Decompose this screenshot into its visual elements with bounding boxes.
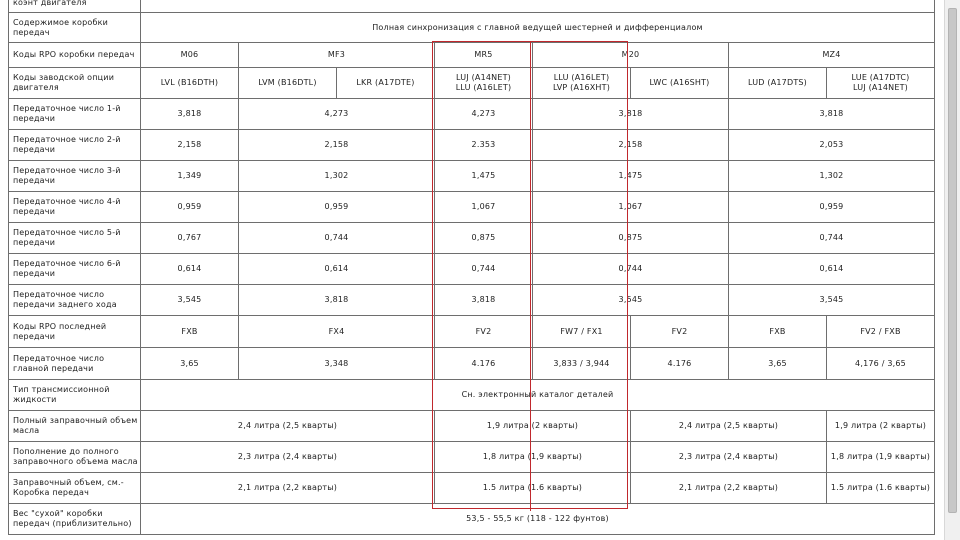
refill-4: 1.5 литра (1.6 кварты) <box>827 473 935 504</box>
engine-top-value <box>141 0 935 13</box>
gear2-m06: 2,158 <box>141 130 239 161</box>
gear5-m06: 0,767 <box>141 223 239 254</box>
gear1-mf3: 4,273 <box>239 99 435 130</box>
rpo-mr5: MR5 <box>435 43 533 68</box>
gear2-mr5: 2.353 <box>435 130 533 161</box>
table-row <box>9 130 935 161</box>
gear4-mz4: 0,959 <box>729 192 935 223</box>
table-row <box>9 380 935 411</box>
final-ratio-6: 3,65 <box>729 348 827 380</box>
engine-code-4: LUJ (A14NET) LLU (A16LET) <box>435 68 533 99</box>
final-ratio-3: 4.176 <box>435 348 533 380</box>
table-row <box>9 348 935 380</box>
dry-weight-value: 53,5 - 55,5 кг (118 - 122 фунтов) <box>141 504 935 535</box>
row-label-gear2: Передаточное число 2-й передачи <box>9 130 141 161</box>
refill-2: 1.5 литра (1.6 кварты) <box>435 473 631 504</box>
full-fill-3: 2,4 литра (2,5 кварты) <box>631 411 827 442</box>
gear2-m20: 2,158 <box>533 130 729 161</box>
row-label-rpo-codes: Коды RPO коробки передач <box>9 43 141 68</box>
table-row <box>9 442 935 473</box>
row-label-contents: Содержимое коробки передач <box>9 13 141 43</box>
final-rpo-6: FXB <box>729 316 827 348</box>
reverse-mr5: 3,818 <box>435 285 533 316</box>
final-rpo-4: FW7 / FX1 <box>533 316 631 348</box>
gear1-m20: 3,818 <box>533 99 729 130</box>
reverse-m20: 3,545 <box>533 285 729 316</box>
engine-code-5: LLU (A16LET) LVP (A16XHT) <box>533 68 631 99</box>
table-row <box>9 13 935 43</box>
gear6-mf3: 0,614 <box>239 254 435 285</box>
table-row <box>9 161 935 192</box>
reverse-m06: 3,545 <box>141 285 239 316</box>
gear6-m06: 0,614 <box>141 254 239 285</box>
top-up-2: 1,8 литра (1,9 кварты) <box>435 442 631 473</box>
gear1-mz4: 3,818 <box>729 99 935 130</box>
rpo-m06: M06 <box>141 43 239 68</box>
final-ratio-4: 3,833 / 3,944 <box>533 348 631 380</box>
gear1-m06: 3,818 <box>141 99 239 130</box>
row-label-dry-weight: Вес "сухой" коробки передач (приблизительно) <box>9 504 141 535</box>
top-up-1: 2,3 литра (2,4 кварты) <box>141 442 435 473</box>
final-ratio-7: 4,176 / 3,65 <box>827 348 935 380</box>
row-label-gear3: Передаточное число 3-й передачи <box>9 161 141 192</box>
final-rpo-5: FV2 <box>631 316 729 348</box>
row-label-final-ratio: Передаточное число главной передачи <box>9 348 141 380</box>
engine-code-6: LWC (A16SHT) <box>631 68 729 99</box>
row-label-gear1: Передаточное число 1-й передачи <box>9 99 141 130</box>
table-row <box>9 316 935 348</box>
row-label-gear6: Передаточное число 6-й передачи <box>9 254 141 285</box>
gear5-mz4: 0,744 <box>729 223 935 254</box>
rpo-mf3: MF3 <box>239 43 435 68</box>
table-row <box>9 254 935 285</box>
top-up-3: 2,3 литра (2,4 кварты) <box>631 442 827 473</box>
gear6-mr5: 0,744 <box>435 254 533 285</box>
final-ratio-2: 3,348 <box>239 348 435 380</box>
row-label-engine-top: коэнт двигателя <box>9 0 141 13</box>
rpo-m20: M20 <box>533 43 729 68</box>
gear4-m06: 0,959 <box>141 192 239 223</box>
gear3-mz4: 1,302 <box>729 161 935 192</box>
row-label-engine-codes: Коды заводской опции двигателя <box>9 68 141 99</box>
engine-code-2: LVM (B16DTL) <box>239 68 337 99</box>
gear3-m20: 1,475 <box>533 161 729 192</box>
final-ratio-5: 4.176 <box>631 348 729 380</box>
table-row <box>9 473 935 504</box>
full-fill-1: 2,4 литра (2,5 кварты) <box>141 411 435 442</box>
table-row <box>9 43 935 68</box>
gear5-m20: 0,875 <box>533 223 729 254</box>
reverse-mf3: 3,818 <box>239 285 435 316</box>
transmission-spec-table <box>8 0 935 535</box>
gear5-mf3: 0,744 <box>239 223 435 254</box>
gear5-mr5: 0,875 <box>435 223 533 254</box>
gear2-mf3: 2,158 <box>239 130 435 161</box>
engine-code-1: LVL (B16DTH) <box>141 68 239 99</box>
gear4-mf3: 0,959 <box>239 192 435 223</box>
row-label-gear5: Передаточное число 5-й передачи <box>9 223 141 254</box>
gear3-mr5: 1,475 <box>435 161 533 192</box>
gear6-mz4: 0,614 <box>729 254 935 285</box>
top-up-4: 1,8 литра (1,9 кварты) <box>827 442 935 473</box>
gear6-m20: 0,744 <box>533 254 729 285</box>
table-row <box>9 285 935 316</box>
row-label-top-up: Пополнение до полного заправочного объема масла <box>9 442 141 473</box>
table-row <box>9 504 935 535</box>
engine-code-7: LUD (A17DTS) <box>729 68 827 99</box>
table-row <box>9 223 935 254</box>
gear1-mr5: 4,273 <box>435 99 533 130</box>
full-fill-4: 1,9 литра (2 кварты) <box>827 411 935 442</box>
scrollbar-thumb[interactable] <box>948 8 957 513</box>
table-row <box>9 192 935 223</box>
row-label-refill: Заправочный объем, см.- Коробка передач <box>9 473 141 504</box>
row-label-full-fill: Полный заправочный объем масла <box>9 411 141 442</box>
table-row <box>9 0 935 13</box>
gear2-mz4: 2,053 <box>729 130 935 161</box>
gear4-m20: 1,067 <box>533 192 729 223</box>
final-rpo-7: FV2 / FXB <box>827 316 935 348</box>
row-label-final-rpo: Коды RPO последней передачи <box>9 316 141 348</box>
table-row <box>9 68 935 99</box>
fluid-type-value: Сн. электронный каталог деталей <box>141 380 935 411</box>
table-row <box>9 99 935 130</box>
gear3-mf3: 1,302 <box>239 161 435 192</box>
row-label-gear4: Передаточное число 4-й передачи <box>9 192 141 223</box>
engine-code-8: LUE (A17DTC) LUJ (A14NET) <box>827 68 935 99</box>
full-fill-2: 1,9 литра (2 кварты) <box>435 411 631 442</box>
refill-3: 2,1 литра (2,2 кварты) <box>631 473 827 504</box>
table-row <box>9 411 935 442</box>
final-ratio-1: 3,65 <box>141 348 239 380</box>
gear3-m06: 1,349 <box>141 161 239 192</box>
gear4-mr5: 1,067 <box>435 192 533 223</box>
refill-1: 2,1 литра (2,2 кварты) <box>141 473 435 504</box>
vertical-scrollbar[interactable] <box>944 0 960 540</box>
engine-code-3: LKR (A17DTE) <box>337 68 435 99</box>
reverse-mz4: 3,545 <box>729 285 935 316</box>
final-rpo-2: FX4 <box>239 316 435 348</box>
row-label-reverse: Передаточное число передачи заднего хода <box>9 285 141 316</box>
row-label-fluid-type: Тип трансмиссионной жидкости <box>9 380 141 411</box>
contents-value: Полная синхронизация с главной ведущей шестерней и дифференциалом <box>141 13 935 43</box>
final-rpo-1: FXB <box>141 316 239 348</box>
rpo-mz4: MZ4 <box>729 43 935 68</box>
final-rpo-3: FV2 <box>435 316 533 348</box>
